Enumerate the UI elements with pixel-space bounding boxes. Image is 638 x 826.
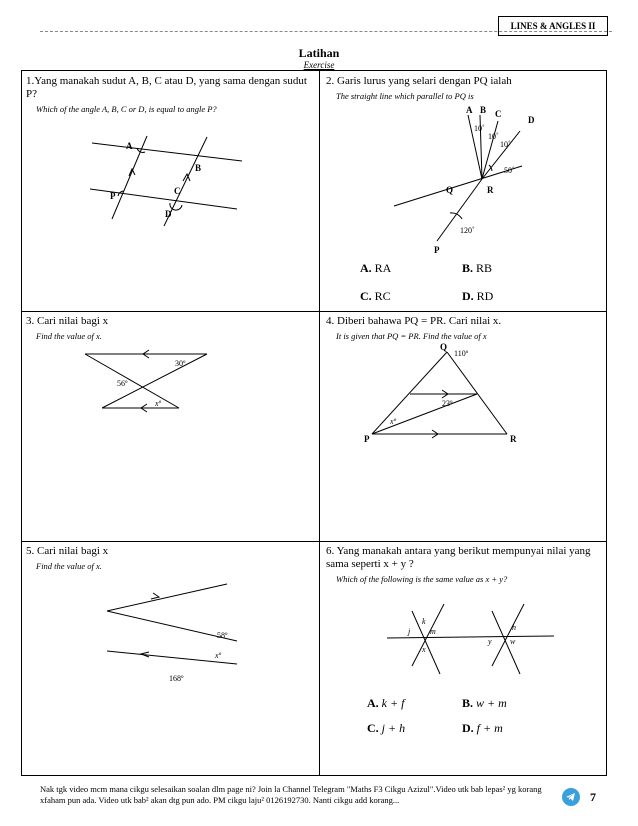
q1-label-a: A bbox=[126, 141, 133, 151]
question-2-ms: 2. Garis lurus yang selari dengan PQ ialah bbox=[326, 75, 512, 87]
question-3 bbox=[26, 315, 311, 343]
page-number: 7 bbox=[590, 790, 596, 804]
q6-label-h: h bbox=[512, 623, 516, 632]
q6-option-a-key: A. bbox=[367, 696, 379, 710]
q2-option-a[interactable] bbox=[360, 261, 391, 276]
question-5 bbox=[26, 545, 311, 573]
q3-angle-1: 30º bbox=[175, 359, 186, 368]
q2-angle-5: 120˚ bbox=[460, 226, 475, 235]
chapter-tag: LINES & ANGLES II bbox=[498, 16, 608, 36]
q4-angle-2: 23º bbox=[442, 399, 453, 408]
q5-angle-1: 168º bbox=[169, 674, 184, 683]
footer-note: Nak tgk video mcm mana cikgu selesaikan soalan dlm page ni? Join la Channel Telegram "Maths F3 Cikgu Azizul".Video utk bab lepas² yg korang xfaham pun ada. Video utk bab² akan dtg pun ado. PM cikgu laju² 0126192730. Nanti cikgu add korang... bbox=[40, 784, 542, 805]
question-3-diagram bbox=[77, 346, 237, 416]
grid-divider-row1 bbox=[22, 311, 606, 312]
q2-angle-3: 10˚ bbox=[500, 140, 511, 149]
question-1-diagram bbox=[82, 131, 262, 231]
question-4-diagram bbox=[362, 344, 532, 449]
q6-option-d-value: f + m bbox=[476, 721, 503, 735]
question-2-diagram bbox=[382, 101, 552, 256]
question-6-ms: 6. Yang manakah antara yang berikut mempunyai nilai yang sama seperti x + y ? bbox=[326, 545, 591, 570]
question-2-en: The straight line which parallel to PQ is bbox=[336, 91, 474, 101]
q2-option-c-key: C. bbox=[360, 289, 372, 303]
q5-angle-x: xº bbox=[215, 651, 222, 660]
page-subtitle: Exercise bbox=[303, 60, 335, 70]
q2-angle-1: 10˚ bbox=[474, 124, 485, 133]
q2-angle-2: 10˚ bbox=[488, 132, 499, 141]
q6-option-c-key: C. bbox=[367, 721, 379, 735]
q2-option-b-key: B. bbox=[462, 261, 474, 275]
q6-option-a-value: k + f bbox=[381, 696, 405, 710]
q6-label-j: j bbox=[408, 627, 411, 636]
q6-option-b-value: w + m bbox=[476, 696, 507, 710]
question-6-en: Which of the following is the same value as x + y? bbox=[336, 574, 508, 584]
question-1-ms: 1.Yang manakah sudut A, B, C atau D, yang sama dengan sudut P? bbox=[26, 75, 307, 100]
question-3-en: Find the value of x. bbox=[36, 331, 102, 341]
q6-label-w: w bbox=[510, 637, 516, 646]
q2-option-c-value: RC bbox=[374, 289, 391, 303]
q2-label-a: A bbox=[466, 105, 473, 115]
question-2 bbox=[326, 75, 601, 103]
q5-angle-2: 58º bbox=[217, 631, 228, 640]
question-5-en: Find the value of x. bbox=[36, 561, 102, 571]
exercise-grid bbox=[21, 70, 607, 776]
question-5-diagram bbox=[87, 576, 267, 683]
q2-angle-4: 50˚ bbox=[504, 166, 515, 175]
q3-angle-2: 56º bbox=[117, 379, 128, 388]
q2-option-d[interactable] bbox=[462, 289, 493, 304]
question-4-ms: 4. Diberi bahawa PQ = PR. Cari nilai x. bbox=[326, 315, 502, 327]
q6-option-c-value: j + h bbox=[381, 721, 406, 735]
question-3-ms: 3. Cari nilai bagi x bbox=[26, 315, 109, 327]
q2-label-d: D bbox=[528, 115, 535, 125]
q6-label-x: x bbox=[422, 645, 426, 654]
header-rule bbox=[40, 31, 612, 32]
q2-label-c: C bbox=[495, 109, 502, 119]
q2-option-d-value: RD bbox=[476, 289, 494, 303]
q1-label-d: D bbox=[165, 209, 172, 219]
q6-label-m: m bbox=[430, 627, 436, 636]
grid-divider-row2 bbox=[22, 541, 606, 542]
q6-label-y: y bbox=[488, 637, 492, 646]
q2-label-p: P bbox=[434, 245, 440, 255]
q1-label-c: C bbox=[174, 186, 181, 196]
question-1-en: Which of the angle A, B, C or D, is equal to angle P? bbox=[36, 104, 217, 114]
q3-angle-x: xº bbox=[155, 399, 162, 408]
q4-label-q: Q bbox=[440, 342, 448, 352]
q4-angle-x: xº bbox=[390, 417, 397, 426]
q2-option-c[interactable] bbox=[360, 289, 391, 304]
q6-option-b-key: B. bbox=[462, 696, 474, 710]
question-4 bbox=[326, 315, 601, 343]
q1-label-p: P bbox=[110, 191, 116, 201]
q2-label-q: Q bbox=[446, 185, 454, 195]
q1-label-b: B bbox=[195, 163, 202, 173]
q6-option-d-key: D. bbox=[462, 721, 474, 735]
q6-option-b[interactable] bbox=[462, 696, 507, 711]
q2-option-a-key: A. bbox=[360, 261, 372, 275]
question-4-en: It is given that PQ = PR. Find the value of x bbox=[336, 331, 487, 341]
q2-option-a-value: RA bbox=[374, 261, 392, 275]
question-1 bbox=[26, 75, 311, 116]
telegram-icon[interactable] bbox=[562, 788, 580, 806]
question-6 bbox=[326, 545, 601, 586]
page-title: Latihan bbox=[298, 46, 340, 60]
q2-option-d-key: D. bbox=[462, 289, 474, 303]
question-5-ms: 5. Cari nilai bagi x bbox=[26, 545, 109, 557]
q6-option-c[interactable] bbox=[367, 721, 405, 736]
q4-label-r: R bbox=[510, 434, 517, 444]
question-6-diagram bbox=[382, 596, 562, 676]
q6-option-a[interactable] bbox=[367, 696, 404, 711]
q2-option-b[interactable] bbox=[462, 261, 492, 276]
q6-option-d[interactable] bbox=[462, 721, 503, 736]
q2-label-b: B bbox=[480, 105, 487, 115]
q6-label-k: k bbox=[422, 617, 426, 626]
q4-label-p: P bbox=[364, 434, 370, 444]
q2-option-b-value: RB bbox=[476, 261, 493, 275]
q2-label-r: R bbox=[487, 185, 494, 195]
grid-divider-vertical bbox=[319, 71, 320, 775]
q4-angle-1: 110º bbox=[454, 349, 469, 358]
